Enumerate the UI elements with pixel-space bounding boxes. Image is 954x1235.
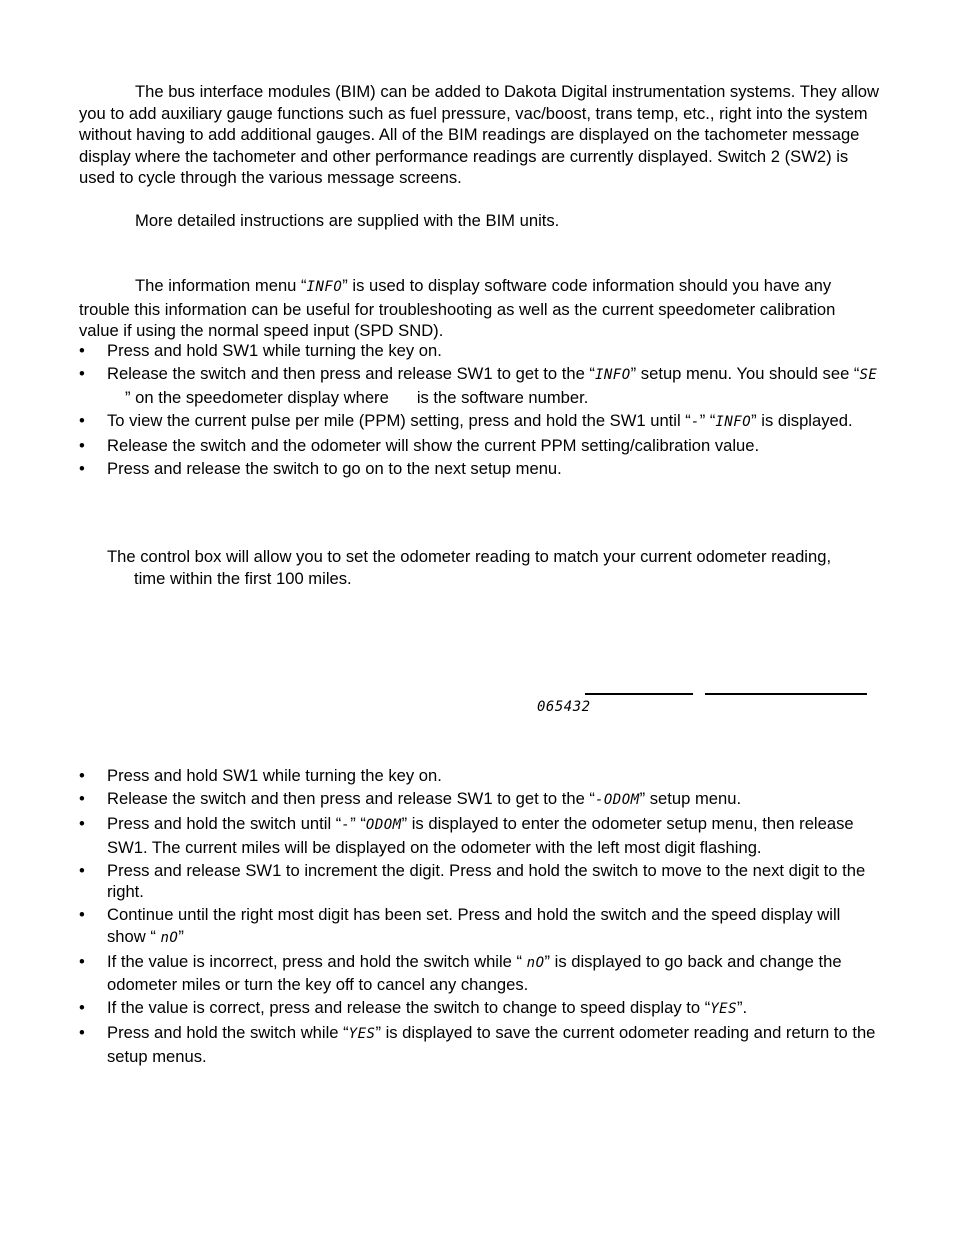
step-text: Release the switch and then press and release SW1 to get to the “	[107, 364, 595, 383]
step-text: ” “	[350, 814, 366, 833]
bullet: •	[79, 364, 85, 383]
info-intro-text: The information menu “	[135, 276, 307, 295]
list-item	[79, 435, 879, 457]
list-item	[79, 458, 879, 480]
step-text: If the value is correct, press and release the switch to change to speed display to “	[107, 998, 711, 1017]
step-text: Press and hold the switch while “	[107, 1023, 349, 1042]
info-intro-paragraph	[79, 275, 879, 342]
step-text: Press and hold SW1 while turning the key on.	[107, 766, 442, 785]
list-item	[79, 410, 879, 434]
step-text: ” is displayed to enter the odometer setup menu, then release SW1. The current miles will be displayed on the odometer with the left most digit flashing.	[107, 814, 854, 857]
bullet: •	[79, 341, 85, 360]
list-item	[79, 788, 879, 812]
list-item	[79, 813, 879, 858]
list-item	[79, 951, 879, 996]
lcd-code-no: nO	[160, 929, 179, 946]
info-intro-text-2: ” is used to display software code information should you have any trouble this information can be useful for troubleshooting as well as the current speedometer calibration value if using the normal speed input (SPD SND).	[79, 276, 836, 340]
step-text: ” is displayed to save the current odometer reading and return to the setup menus.	[107, 1023, 876, 1066]
lcd-code-odom: ODOM	[365, 817, 402, 833]
bullet: •	[79, 766, 85, 785]
step-text: Press and hold SW1 while turning the key on.	[107, 341, 442, 360]
lcd-code-info: INFO	[594, 367, 631, 383]
lcd-code-odom: -ODOM	[594, 792, 640, 808]
step-text: Press and release the switch to go on to the next setup menu.	[107, 458, 562, 478]
bullet: •	[79, 458, 85, 478]
step-text: Press and hold the switch until “	[107, 814, 342, 833]
step-text: ”	[178, 926, 184, 946]
step-text: ” setup menu.	[639, 789, 742, 808]
lcd-code-no: nO	[526, 954, 545, 971]
step-text: Continue until the right most digit has been set. Press and hold the switch and the speed display will show “	[107, 905, 841, 946]
bullet: •	[79, 789, 85, 808]
bullet: •	[79, 1023, 85, 1042]
odometer-intro-text: The control box will allow you to set the odometer reading to match your current odometer reading,	[107, 547, 832, 566]
underline-rule	[585, 693, 693, 695]
step-text: ”.	[737, 998, 748, 1017]
lcd-code-dash: -	[690, 413, 700, 430]
lcd-code-dash: -	[341, 817, 351, 833]
bim-paragraph	[79, 81, 879, 189]
step-text: Release the switch and the odometer will show the current PPM setting/calibration value.	[107, 435, 760, 455]
bullet: •	[79, 998, 85, 1017]
bullet: •	[79, 410, 85, 430]
step-text: To view the current pulse per mile (PPM) setting, press and hold the SW1 until “	[107, 410, 691, 430]
step-text: ” is displayed.	[751, 410, 853, 430]
step-text: is the software number.	[416, 387, 589, 407]
odometer-sample-reading: 065432	[537, 699, 591, 715]
odometer-intro-text-2: time within the first 100 miles.	[134, 568, 352, 588]
lcd-code-info: INFO	[715, 413, 752, 430]
bim-text: The bus interface modules (BIM) can be added to Dakota Digital instrumentation systems. They allow you to add auxiliary gauge functions such as fuel pressure, vac/boost, trans temp, etc., right into the system without having to add additional gauges. All of the BIM readings are displayed on the tachometer message display where the tachometer and other performance readings are currently displayed. Switch 2 (SW2) is used to cycle through the various message screens.	[79, 82, 880, 187]
bim-note-text: More detailed instructions are supplied with the BIM units.	[135, 211, 560, 230]
list-item	[79, 765, 879, 787]
odometer-intro-paragraph	[79, 546, 869, 589]
step-text: ” “	[699, 410, 716, 430]
underline-rule	[705, 693, 867, 695]
list-item	[79, 860, 879, 903]
step-text: ” is displayed to go back and change the odometer miles or turn the key off to cancel any changes.	[107, 951, 842, 994]
lcd-code-yes: YES	[348, 1026, 376, 1042]
bullet: •	[79, 860, 85, 880]
step-text: ” setup menu. You should see “	[630, 364, 860, 383]
bullet: •	[79, 814, 85, 833]
step-text: Release the switch and then press and release SW1 to get to the “	[107, 789, 595, 808]
bim-note-paragraph	[79, 210, 879, 232]
list-item	[79, 1022, 879, 1067]
bullet: •	[79, 435, 85, 455]
step-text: If the value is incorrect, press and hold the switch while “	[107, 951, 527, 971]
bullet: •	[79, 905, 85, 924]
list-item	[79, 904, 879, 949]
bullet: •	[79, 951, 85, 971]
step-text: ” on the speedometer display where	[125, 387, 389, 407]
step-text: Press and release SW1 to increment the digit. Press and hold the switch to move to the next digit to the right.	[107, 860, 866, 901]
list-item	[79, 340, 879, 362]
list-item	[79, 363, 879, 408]
odometer-steps-list	[79, 765, 879, 1069]
info-steps-list	[79, 340, 879, 481]
lcd-code-yes: YES	[710, 1001, 738, 1017]
lcd-code-info: INFO	[306, 279, 343, 295]
list-item	[79, 997, 879, 1021]
lcd-code-se: SE	[859, 367, 878, 383]
